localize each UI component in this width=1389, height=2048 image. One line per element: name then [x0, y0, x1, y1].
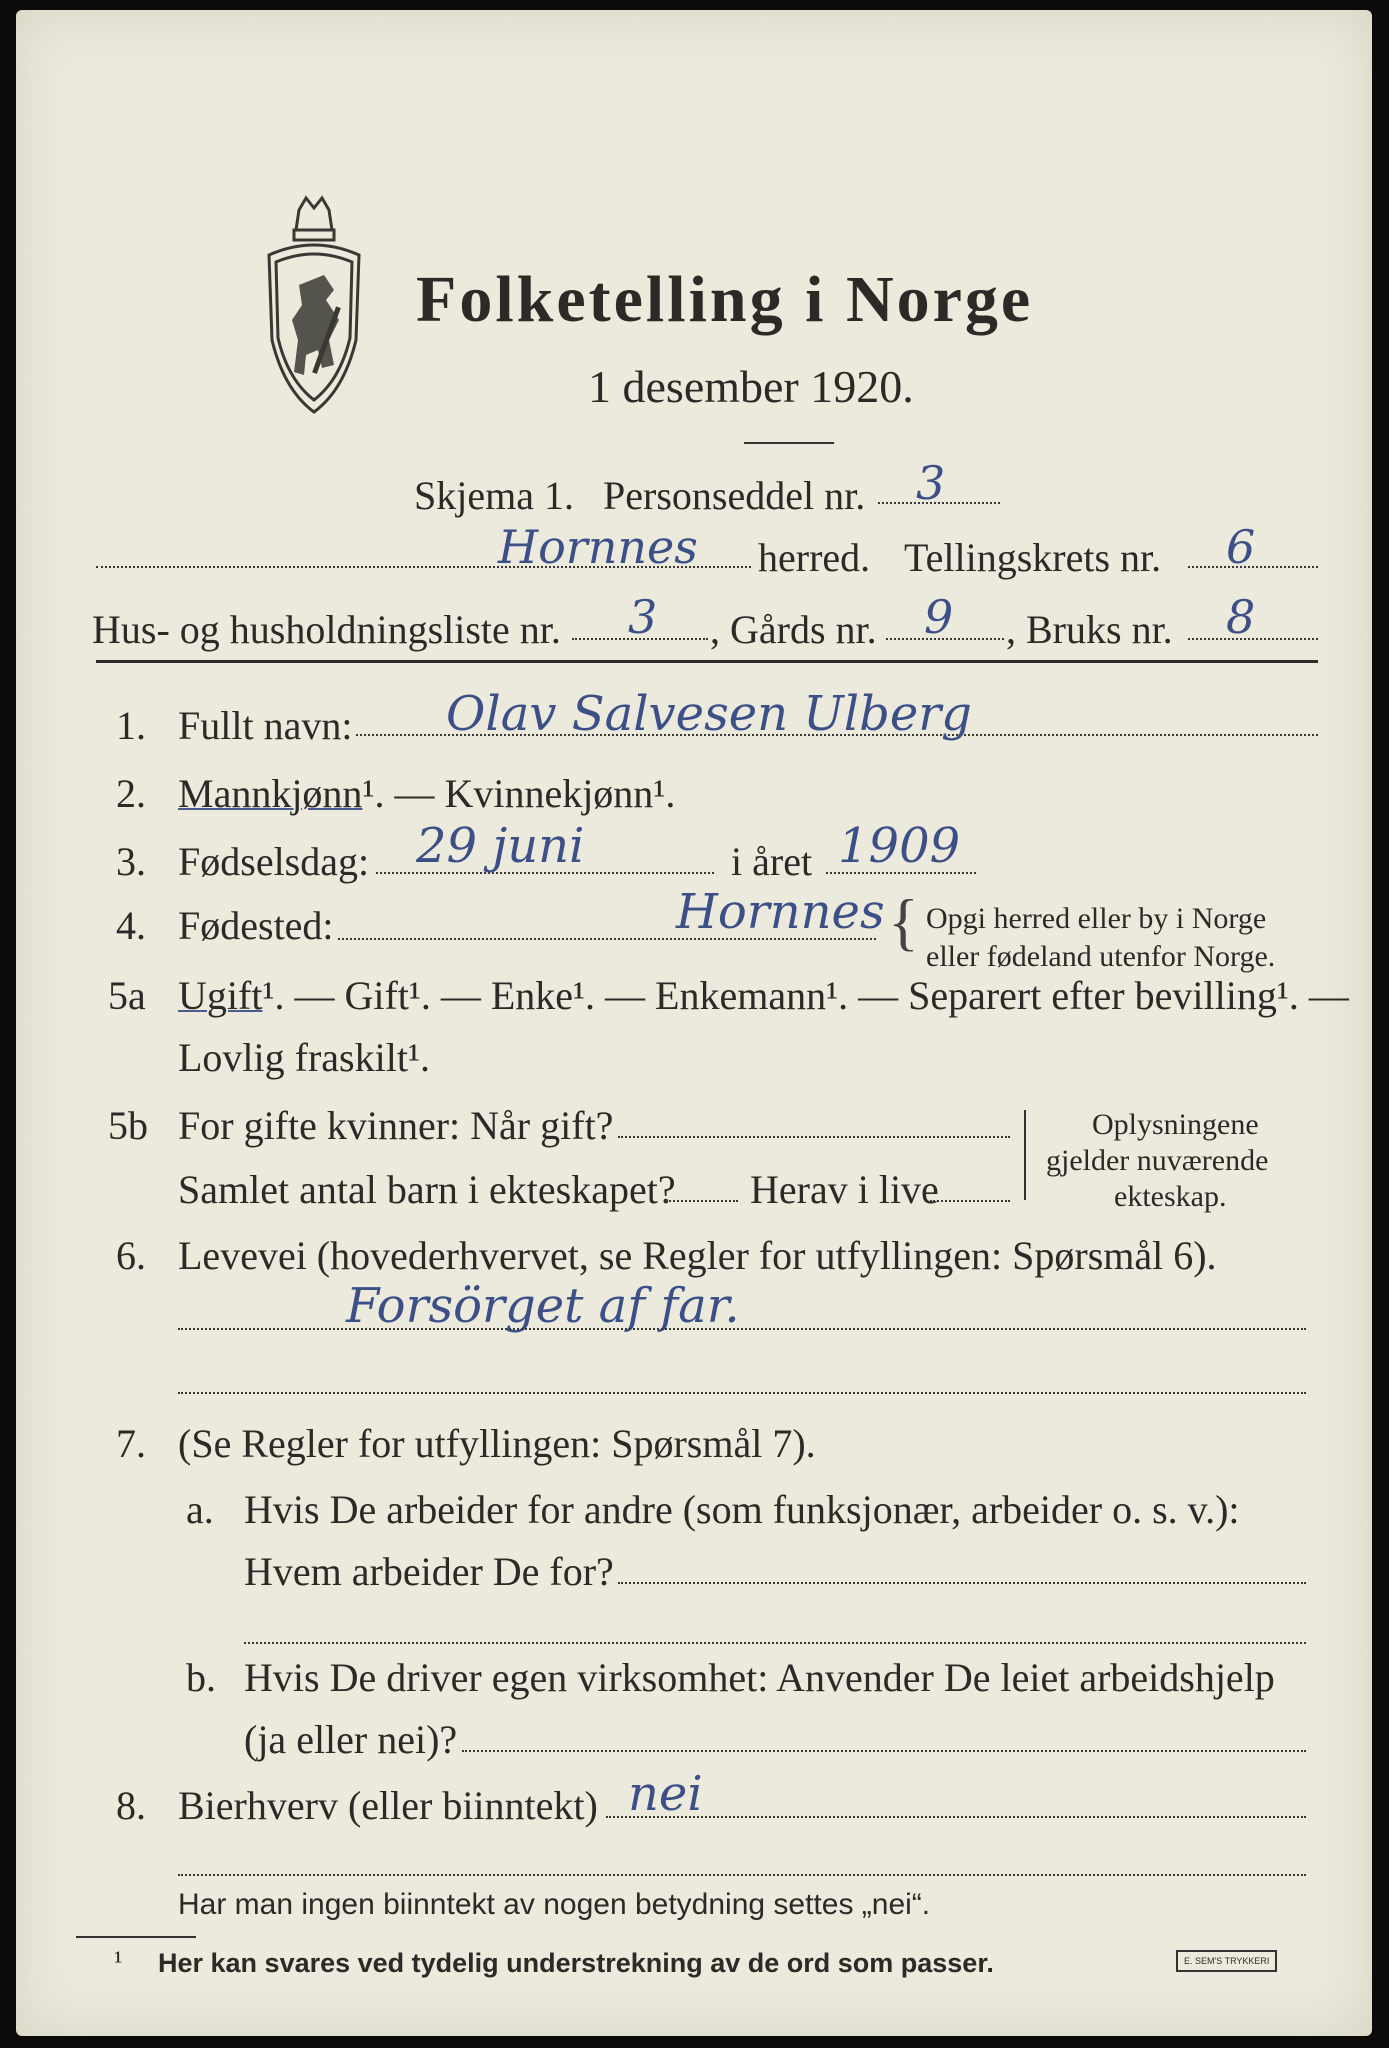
personseddel-number: 3: [916, 456, 946, 510]
q5b-note-2: gjelder nuværende: [1046, 1144, 1269, 1177]
q7b-line: [462, 1750, 1306, 1752]
marital-status-options: . — Gift¹. — Enke¹. — Enkemann¹. — Separert efter bevilling¹. —: [274, 973, 1349, 1018]
q2-footnote-mark-2: ¹: [653, 771, 666, 816]
q6-number: 6.: [116, 1233, 146, 1278]
q7a-letter: a.: [186, 1487, 214, 1532]
q4-note-2: eller fødeland utenfor Norge.: [926, 940, 1276, 973]
q6-label: Levevei (hovederhvervet, se Regler for utfyllingen: Spørsmål 6).: [178, 1233, 1217, 1278]
full-name-value: Olav Salvesen Ulberg: [446, 686, 972, 742]
hus-label: Hus- og husholdningsliste nr.: [92, 607, 561, 652]
q3-year-label: i året: [731, 839, 813, 884]
female-option: . — Kvinnekjønn: [374, 771, 654, 816]
no-income-note: Har man ingen biinntekt av nogen betydning settes „nei“.: [178, 1888, 931, 1921]
schema-label: Skjema 1.: [414, 473, 574, 518]
q7b-letter: b.: [186, 1655, 216, 1700]
q8-line-2: [178, 1874, 1306, 1876]
q6-line-1: [178, 1328, 1306, 1330]
q2-number: 2.: [116, 771, 146, 816]
q8-number: 8.: [116, 1783, 146, 1828]
q6-line-2: [178, 1392, 1306, 1394]
tellingskrets-number: 6: [1226, 520, 1256, 574]
census-date: 1 desember 1920.: [588, 361, 914, 412]
q5b-bar: [1024, 1110, 1026, 1200]
herred-value: Hornnes: [498, 520, 698, 574]
q5b-note-3: ekteskap.: [1114, 1180, 1227, 1213]
hus-number: 3: [628, 590, 658, 644]
q7b-label-2: (ja eller nei)?: [244, 1717, 458, 1762]
q5a-number: 5a: [108, 973, 146, 1018]
bruks-number: 8: [1226, 590, 1256, 644]
herred-label: herred.: [758, 535, 871, 580]
q3-label: Fødselsdag:: [178, 839, 370, 884]
coat-of-arms-icon: [254, 190, 374, 420]
q1-label: Fullt navn:: [178, 703, 353, 748]
occupation-value: Forsörget af far.: [346, 1278, 740, 1334]
q4-label: Fødested:: [178, 903, 334, 948]
personseddel-label: Personseddel nr.: [603, 473, 866, 518]
birth-year-value: 1909: [838, 818, 961, 874]
q2-end: .: [665, 771, 676, 816]
q5b-children-line: [666, 1200, 738, 1202]
side-income-value: nei: [628, 1766, 703, 1822]
printer-stamp: E. SEM'S TRYKKERI: [1176, 1950, 1277, 1972]
footnote-marker: ¹: [114, 1946, 123, 1977]
q1-number: 1.: [116, 703, 146, 748]
q7-number: 7.: [116, 1421, 146, 1466]
q5b-label-2: Samlet antal barn i ekteskapet?: [178, 1167, 676, 1212]
q8-label: Bierhverv (eller biinntekt): [178, 1783, 598, 1828]
male-option: Mannkjønn: [178, 771, 363, 816]
q8-line-1: [606, 1816, 1306, 1818]
title-divider: [744, 442, 834, 444]
q7a-line-1: [618, 1582, 1306, 1584]
q4-number: 4.: [116, 903, 146, 948]
gards-label: , Gårds nr.: [710, 607, 877, 652]
tellingskrets-label: Tellingskrets nr.: [904, 535, 1162, 580]
q5a-footnote-mark: ¹: [262, 973, 275, 1018]
q5a-options: [178, 972, 1349, 1019]
birthplace-value: Hornnes: [676, 884, 885, 940]
q4-note-1: Opgi herred eller by i Norge: [926, 902, 1267, 935]
q7-label: (Se Regler for utfyllingen: Spørsmål 7).: [178, 1421, 816, 1466]
gards-number: 9: [924, 590, 954, 644]
birth-day-value: 29 juni: [416, 818, 585, 874]
q5b-married-line: [618, 1136, 1010, 1138]
q3-number: 3.: [116, 839, 146, 884]
q5b-label-1: For gifte kvinner: Når gift?: [178, 1103, 614, 1148]
q5a-line-2: Lovlig fraskilt¹.: [178, 1035, 430, 1080]
unmarried-option: Ugift: [178, 973, 263, 1018]
footnote-divider: [76, 1936, 196, 1938]
q2-footnote-mark: ¹: [362, 771, 375, 816]
census-form: [16, 10, 1372, 2036]
q7a-line-2: [244, 1642, 1306, 1644]
q5b-label-3: Herav i live: [750, 1167, 939, 1212]
q5b-alive-line: [930, 1200, 1010, 1202]
q7a-label: Hvis De arbeider for andre (som funksjonær, arbeider o. s. v.):: [244, 1487, 1240, 1532]
form-title: Folketelling i Norge: [416, 263, 1034, 336]
bruks-label: , Bruks nr.: [1006, 607, 1173, 652]
q5b-number: 5b: [108, 1103, 148, 1148]
q7a-label-2: Hvem arbeider De for?: [244, 1549, 614, 1594]
footnote-text: Her kan svares ved tydelig understrekning av de ord som passer.: [158, 1948, 994, 1978]
header-divider: [96, 660, 1318, 663]
q2-sex: [178, 770, 675, 817]
q5b-note-1: Oplysningene: [1092, 1108, 1259, 1141]
q4-brace: {: [888, 886, 919, 957]
q7b-label: Hvis De driver egen virksomhet: Anvender De leiet arbeidshjelp: [244, 1655, 1275, 1700]
